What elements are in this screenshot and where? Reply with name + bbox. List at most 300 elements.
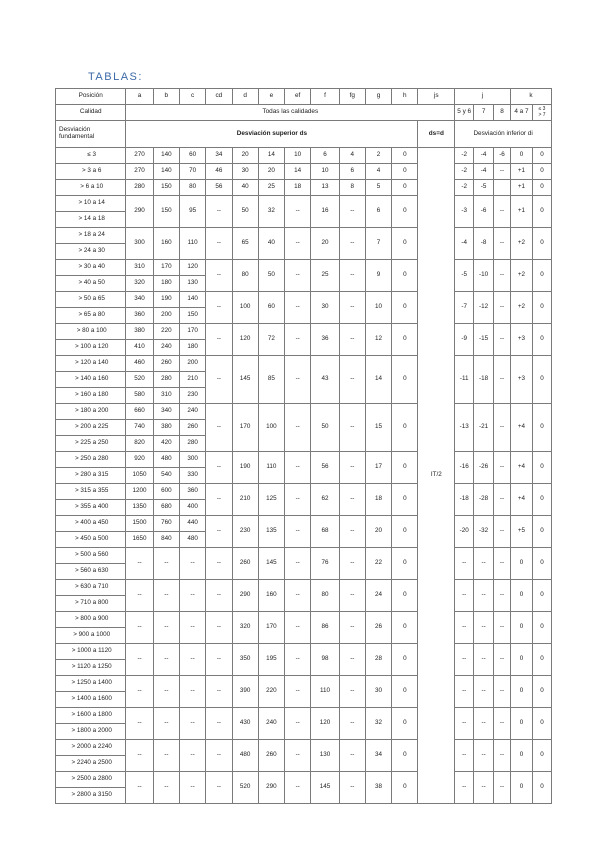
range-label: > 900 a 1000: [56, 628, 126, 644]
value-cell: --: [339, 292, 365, 324]
table-row: [56, 484, 552, 500]
value-cell: 0: [392, 324, 418, 356]
range-label: > 280 a 315: [56, 468, 126, 484]
header-cell: ef: [285, 89, 311, 105]
value-cell: 145: [258, 548, 284, 580]
value-cell: 390: [232, 676, 258, 708]
value-cell: 0: [532, 228, 551, 260]
value-cell: --: [285, 228, 311, 260]
value-cell: 150: [179, 308, 205, 324]
value-cell: 820: [126, 436, 153, 452]
value-cell: -11: [455, 356, 474, 404]
value-cell: --: [153, 740, 179, 772]
value-cell: 0: [392, 292, 418, 324]
value-cell: 28: [365, 644, 391, 676]
value-cell: 480: [232, 740, 258, 772]
header-cell: Desviación inferior di: [455, 121, 552, 148]
value-cell: 70: [179, 164, 205, 180]
value-cell: -21: [474, 404, 494, 452]
table-row: [56, 772, 552, 788]
value-cell: --: [179, 612, 205, 644]
value-cell: --: [206, 292, 232, 324]
value-cell: -2: [455, 148, 474, 164]
value-cell: 34: [206, 148, 232, 164]
value-cell: --: [206, 260, 232, 292]
value-cell: 0: [532, 708, 551, 740]
value-cell: -2: [455, 180, 474, 196]
table-row: [56, 644, 552, 660]
value-cell: 660: [126, 404, 153, 420]
value-cell: 160: [258, 580, 284, 612]
value-cell: 80: [232, 260, 258, 292]
value-cell: --: [206, 644, 232, 676]
value-cell: 10: [285, 148, 311, 164]
value-cell: 0: [392, 676, 418, 708]
value-cell: -32: [474, 516, 494, 548]
value-cell: 40: [258, 228, 284, 260]
value-cell: 7: [365, 228, 391, 260]
value-cell: 43: [311, 356, 339, 404]
value-cell: +3: [510, 324, 532, 356]
value-cell: --: [494, 612, 511, 644]
value-cell: 220: [258, 676, 284, 708]
value-cell: 320: [126, 276, 153, 292]
value-cell: -5: [474, 180, 494, 196]
value-cell: --: [206, 676, 232, 708]
value-cell: --: [206, 708, 232, 740]
value-cell: 170: [179, 324, 205, 340]
value-cell: 130: [179, 276, 205, 292]
value-cell: 0: [392, 164, 418, 180]
range-label: > 2000 a 2240: [56, 740, 126, 756]
value-cell: --: [494, 292, 511, 324]
value-cell: 98: [311, 644, 339, 676]
value-cell: 24: [365, 580, 391, 612]
value-cell: 76: [311, 548, 339, 580]
value-cell: +4: [510, 404, 532, 452]
value-cell: -3: [455, 196, 474, 228]
value-cell: 34: [365, 740, 391, 772]
value-cell: --: [179, 644, 205, 676]
value-cell: 420: [153, 436, 179, 452]
range-label: > 250 a 280: [56, 452, 126, 468]
value-cell: 30: [311, 292, 339, 324]
value-cell: 0: [510, 708, 532, 740]
table-row: [56, 676, 552, 692]
value-cell: --: [339, 676, 365, 708]
value-cell: 400: [179, 500, 205, 516]
value-cell: 680: [153, 500, 179, 516]
value-cell: 20: [365, 516, 391, 548]
value-cell: 50: [258, 260, 284, 292]
value-cell: 62: [311, 484, 339, 516]
header-row: [56, 105, 552, 121]
value-cell: 520: [126, 372, 153, 388]
header-cell: Posición: [56, 89, 126, 105]
value-cell: 15: [365, 404, 391, 452]
value-cell: --: [285, 708, 311, 740]
range-label: > 50 a 65: [56, 292, 126, 308]
value-cell: -10: [474, 260, 494, 292]
value-cell: --: [126, 548, 153, 580]
value-cell: 130: [311, 740, 339, 772]
value-cell: 190: [232, 452, 258, 484]
range-label: > 160 a 180: [56, 388, 126, 404]
value-cell: 0: [392, 148, 418, 164]
range-label: > 14 a 18: [56, 212, 126, 228]
value-cell: 8: [339, 180, 365, 196]
value-cell: +5: [510, 516, 532, 548]
value-cell: 40: [232, 180, 258, 196]
value-cell: 280: [179, 436, 205, 452]
table-row: [56, 548, 552, 564]
value-cell: --: [206, 356, 232, 404]
value-cell: --: [179, 740, 205, 772]
value-cell: --: [494, 228, 511, 260]
value-cell: 200: [153, 308, 179, 324]
value-cell: 0: [392, 772, 418, 804]
value-cell: 85: [258, 356, 284, 404]
value-cell: 840: [153, 532, 179, 548]
value-cell: --: [206, 548, 232, 580]
value-cell: -6: [474, 196, 494, 228]
value-cell: 260: [232, 548, 258, 580]
value-cell: --: [285, 196, 311, 228]
value-cell: 210: [179, 372, 205, 388]
value-cell: --: [339, 452, 365, 484]
value-cell: 140: [179, 292, 205, 308]
value-cell: 0: [532, 452, 551, 484]
value-cell: 80: [311, 580, 339, 612]
value-cell: --: [339, 644, 365, 676]
value-cell: 0: [532, 676, 551, 708]
value-cell: 25: [311, 260, 339, 292]
value-cell: --: [126, 612, 153, 644]
value-cell: 56: [206, 180, 232, 196]
value-cell: 145: [232, 356, 258, 404]
value-cell: 9: [365, 260, 391, 292]
value-cell: 410: [126, 340, 153, 356]
value-cell: 290: [126, 196, 153, 228]
header-cell: Calidad: [56, 105, 126, 121]
value-cell: 0: [532, 644, 551, 676]
value-cell: --: [153, 644, 179, 676]
value-cell: 17: [365, 452, 391, 484]
value-cell: --: [126, 644, 153, 676]
header-row: [56, 89, 552, 105]
value-cell: 0: [510, 612, 532, 644]
value-cell: 1350: [126, 500, 153, 516]
value-cell: 180: [153, 276, 179, 292]
value-cell: 380: [126, 324, 153, 340]
value-cell: 460: [126, 356, 153, 372]
value-cell: 300: [179, 452, 205, 468]
range-label: > 355 a 400: [56, 500, 126, 516]
value-cell: 170: [258, 612, 284, 644]
value-cell: 38: [365, 772, 391, 804]
value-cell: 72: [258, 324, 284, 356]
value-cell: --: [339, 548, 365, 580]
range-label: > 1000 a 1120: [56, 644, 126, 660]
table-row: [56, 324, 552, 340]
value-cell: 290: [258, 772, 284, 804]
value-cell: --: [494, 516, 511, 548]
table-row: [56, 580, 552, 596]
value-cell: --: [339, 740, 365, 772]
value-cell: 480: [179, 532, 205, 548]
value-cell: --: [285, 452, 311, 484]
value-cell: 0: [392, 452, 418, 484]
value-cell: 270: [126, 164, 153, 180]
value-cell: 170: [153, 260, 179, 276]
value-cell: --: [474, 612, 494, 644]
value-cell: --: [494, 324, 511, 356]
value-cell: 430: [232, 708, 258, 740]
value-cell: --: [494, 356, 511, 404]
value-cell: --: [339, 612, 365, 644]
table-row: [56, 196, 552, 212]
value-cell: --: [206, 772, 232, 804]
value-cell: -16: [455, 452, 474, 484]
header-cell: ds=d: [418, 121, 455, 148]
value-cell: -4: [455, 228, 474, 260]
value-cell: --: [179, 580, 205, 612]
range-label: > 1400 a 1600: [56, 692, 126, 708]
header-cell: f: [311, 89, 339, 105]
value-cell: 110: [258, 452, 284, 484]
value-cell: 360: [126, 308, 153, 324]
value-cell: --: [285, 260, 311, 292]
range-label: > 560 a 630: [56, 564, 126, 580]
value-cell: 380: [153, 420, 179, 436]
value-cell: 6: [365, 196, 391, 228]
value-cell: --: [206, 404, 232, 452]
value-cell: 0: [532, 516, 551, 548]
value-cell: -5: [455, 260, 474, 292]
value-cell: 0: [532, 772, 551, 804]
value-cell: +4: [510, 484, 532, 516]
header-cell: Desviación fundamental: [56, 121, 126, 148]
value-cell: 46: [206, 164, 232, 180]
value-cell: 95: [179, 196, 205, 228]
value-cell: -15: [474, 324, 494, 356]
value-cell: 160: [153, 228, 179, 260]
value-cell: 1650: [126, 532, 153, 548]
header-cell: 7: [474, 105, 494, 121]
tolerance-table: [55, 88, 552, 804]
value-cell: --: [494, 196, 511, 228]
value-cell: 60: [179, 148, 205, 164]
value-cell: --: [285, 612, 311, 644]
header-cell: Desviación superior ds: [126, 121, 418, 148]
value-cell: 100: [258, 404, 284, 452]
value-cell: 4: [339, 148, 365, 164]
value-cell: 14: [365, 356, 391, 404]
range-label: > 40 a 50: [56, 276, 126, 292]
value-cell: 760: [153, 516, 179, 532]
table-row: [56, 516, 552, 532]
value-cell: --: [153, 708, 179, 740]
value-cell: 110: [311, 676, 339, 708]
value-cell: --: [206, 484, 232, 516]
value-cell: --: [494, 452, 511, 484]
value-cell: --: [285, 292, 311, 324]
value-cell: --: [206, 580, 232, 612]
value-cell: --: [455, 548, 474, 580]
value-cell: -8: [474, 228, 494, 260]
value-cell: 0: [532, 740, 551, 772]
value-cell: 270: [126, 148, 153, 164]
value-cell: 86: [311, 612, 339, 644]
value-cell: 310: [153, 388, 179, 404]
range-label: > 10 a 14: [56, 196, 126, 212]
value-cell: --: [179, 708, 205, 740]
table-row: [56, 164, 552, 180]
value-cell: 0: [532, 164, 551, 180]
value-cell: 10: [311, 164, 339, 180]
value-cell: 150: [153, 180, 179, 196]
header-cell: j: [455, 89, 511, 105]
table-row: [56, 292, 552, 308]
value-cell: 0: [510, 548, 532, 580]
range-label: > 120 a 140: [56, 356, 126, 372]
value-cell: 30: [365, 676, 391, 708]
value-cell: --: [494, 164, 511, 180]
value-cell: 0: [510, 148, 532, 164]
value-cell: 18: [285, 180, 311, 196]
value-cell: --: [339, 772, 365, 804]
value-cell: --: [126, 580, 153, 612]
value-cell: --: [474, 740, 494, 772]
value-cell: 0: [392, 196, 418, 228]
value-cell: 22: [365, 548, 391, 580]
value-cell: 360: [179, 484, 205, 500]
value-cell: 0: [510, 740, 532, 772]
range-label: > 6 a 10: [56, 180, 126, 196]
value-cell: --: [339, 404, 365, 452]
table-row: [56, 404, 552, 420]
value-cell: 2: [365, 148, 391, 164]
value-cell: 0: [510, 644, 532, 676]
value-cell: 0: [532, 324, 551, 356]
header-cell: g: [365, 89, 391, 105]
value-cell: +1: [510, 196, 532, 228]
range-label: > 2240 a 2500: [56, 756, 126, 772]
value-cell: --: [494, 260, 511, 292]
value-cell: --: [206, 740, 232, 772]
value-cell: --: [455, 740, 474, 772]
value-cell: 135: [258, 516, 284, 548]
range-label: > 225 a 250: [56, 436, 126, 452]
value-cell: +1: [510, 180, 532, 196]
value-cell: --: [153, 676, 179, 708]
value-cell: --: [153, 612, 179, 644]
value-cell: 50: [311, 404, 339, 452]
value-cell: 26: [365, 612, 391, 644]
value-cell: 0: [532, 292, 551, 324]
value-cell: 125: [258, 484, 284, 516]
value-cell: --: [339, 324, 365, 356]
value-cell: 145: [311, 772, 339, 804]
value-cell: 0: [532, 404, 551, 452]
value-cell: -12: [474, 292, 494, 324]
range-label: > 500 a 560: [56, 548, 126, 564]
value-cell: --: [179, 772, 205, 804]
value-cell: 120: [232, 324, 258, 356]
value-cell: 68: [311, 516, 339, 548]
value-cell: -18: [455, 484, 474, 516]
value-cell: 140: [153, 148, 179, 164]
value-cell: 120: [311, 708, 339, 740]
value-cell: --: [474, 772, 494, 804]
value-cell: 340: [153, 404, 179, 420]
value-cell: --: [339, 580, 365, 612]
value-cell: 20: [311, 228, 339, 260]
value-cell: --: [474, 580, 494, 612]
value-cell: 0: [392, 228, 418, 260]
value-cell: 280: [126, 180, 153, 196]
range-label: > 630 a 710: [56, 580, 126, 596]
value-cell: 0: [392, 708, 418, 740]
value-cell: 0: [510, 676, 532, 708]
value-cell: 80: [179, 180, 205, 196]
value-cell: 0: [392, 260, 418, 292]
value-cell: 740: [126, 420, 153, 436]
table-row: [56, 180, 552, 196]
value-cell: 0: [392, 516, 418, 548]
value-cell: 340: [126, 292, 153, 308]
value-cell: 920: [126, 452, 153, 468]
value-cell: 320: [232, 612, 258, 644]
value-cell: --: [206, 324, 232, 356]
value-cell: --: [126, 708, 153, 740]
range-label: > 450 a 500: [56, 532, 126, 548]
value-cell: 0: [510, 580, 532, 612]
value-cell: 0: [532, 356, 551, 404]
value-cell: 350: [232, 644, 258, 676]
value-cell: -7: [455, 292, 474, 324]
range-label: > 100 a 120: [56, 340, 126, 356]
table-row: [56, 740, 552, 756]
value-cell: --: [285, 740, 311, 772]
value-cell: 50: [232, 196, 258, 228]
value-cell: 0: [532, 196, 551, 228]
value-cell: 13: [311, 180, 339, 196]
value-cell: 210: [232, 484, 258, 516]
value-cell: --: [455, 612, 474, 644]
value-cell: -6: [494, 148, 511, 164]
value-cell: 10: [365, 292, 391, 324]
value-cell: --: [206, 196, 232, 228]
value-cell: 25: [258, 180, 284, 196]
value-cell: 0: [532, 260, 551, 292]
value-cell: --: [285, 404, 311, 452]
value-cell: -13: [455, 404, 474, 452]
value-cell: -28: [474, 484, 494, 516]
header-cell: 5 y 6: [455, 105, 474, 121]
value-cell: 14: [258, 148, 284, 164]
value-cell: --: [126, 772, 153, 804]
value-cell: --: [455, 772, 474, 804]
value-cell: 150: [153, 196, 179, 228]
value-cell: --: [455, 580, 474, 612]
header-cell: b: [153, 89, 179, 105]
table-row: [56, 452, 552, 468]
value-cell: --: [153, 548, 179, 580]
value-cell: +3: [510, 356, 532, 404]
value-cell: 290: [232, 580, 258, 612]
value-cell: 120: [179, 260, 205, 276]
